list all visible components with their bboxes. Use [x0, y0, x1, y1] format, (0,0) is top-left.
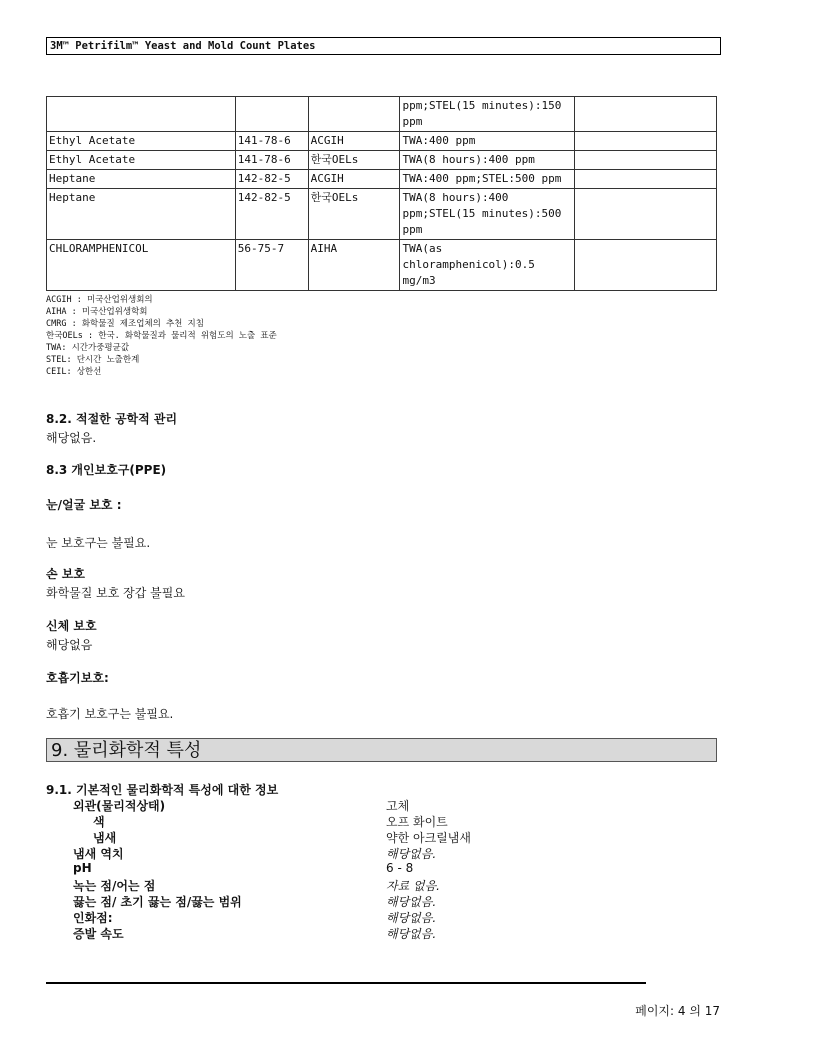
eye-protection-text: [46, 532, 150, 551]
property-label: 냄새 역치: [73, 847, 124, 861]
notes-cell: [575, 170, 717, 189]
property-value: 해당없음.: [386, 895, 437, 909]
section-9-1-heading: 9.1. 기본적인 물리화학적 특성에 대한 정보: [46, 783, 279, 797]
cas-cell: 141-78-6: [235, 151, 308, 170]
section-heading: 손 보호: [46, 567, 85, 581]
property-row: [46, 877, 717, 893]
property-row: [46, 925, 717, 941]
property-row: [46, 909, 717, 925]
cas-cell: [235, 97, 308, 132]
abbreviation-item: AIHA : 미국산업위생학회: [46, 307, 148, 317]
property-label: 외관(물리적상태): [73, 799, 166, 813]
section-text: 해당없음: [46, 638, 93, 652]
notes-cell: [575, 132, 717, 151]
hand-protection: [46, 565, 185, 601]
section-heading: 8.2. 적절한 공학적 관리: [46, 412, 178, 426]
section-text: 눈 보호구는 불필요.: [46, 536, 151, 550]
section-heading: 눈/얼굴 보호 :: [46, 498, 122, 512]
property-label: 끓는 점/ 초기 끓는 점/끓는 범위: [73, 895, 242, 909]
section-heading: 신체 보호: [46, 619, 97, 633]
cas-cell: 142-82-5: [235, 170, 308, 189]
table-row: [47, 151, 717, 170]
section-text: 해당없음.: [46, 431, 97, 445]
abbreviation-item: STEL: 단시간 노출한계: [46, 355, 140, 365]
section-heading: 호흡기보호:: [46, 671, 109, 685]
limit-cell: TWA(8 hours):400 ppm;STEL(15 minutes):500 ppm: [400, 189, 575, 240]
notes-cell: [575, 151, 717, 170]
cas-cell: 141-78-6: [235, 132, 308, 151]
cas-cell: 142-82-5: [235, 189, 308, 240]
substance-cell: Heptane: [47, 189, 236, 240]
substance-cell: [47, 97, 236, 132]
property-label: 증발 속도: [73, 927, 124, 941]
section-heading: 8.3 개인보호구(PPE): [46, 463, 167, 477]
section-8-3: [46, 461, 166, 478]
property-value: 해당없음.: [386, 911, 437, 925]
abbreviation-item: CMRG : 화학물질 제조업체의 추천 지침: [46, 319, 204, 329]
limit-cell: TWA:400 ppm;STEL:500 ppm: [400, 170, 575, 189]
property-value: 6 - 8: [386, 861, 414, 875]
property-value: 자료 없음.: [386, 879, 440, 893]
property-label: 녹는 점/어는 점: [73, 879, 156, 893]
cas-cell: 56-75-7: [235, 240, 308, 291]
substance-cell: Ethyl Acetate: [47, 151, 236, 170]
property-row: [46, 861, 717, 877]
table-row: [47, 132, 717, 151]
limit-cell: TWA(8 hours):400 ppm: [400, 151, 575, 170]
agency-cell: ACGIH: [308, 170, 400, 189]
section-9-title: 9. 물리화학적 특성: [51, 740, 202, 761]
limit-cell: TWA(as chloramphenicol):0.5 mg/m3: [400, 240, 575, 291]
abbreviation-item: ACGIH : 미국산업위생회의: [46, 295, 153, 305]
table-row: [47, 97, 717, 132]
substance-cell: CHLORAMPHENICOL: [47, 240, 236, 291]
property-list: [46, 797, 717, 941]
property-row: [46, 893, 717, 909]
property-row: [46, 845, 717, 861]
limit-cell: ppm;STEL(15 minutes):150 ppm: [400, 97, 575, 132]
exposure-limits-table: [46, 96, 717, 291]
agency-cell: 한국OELs: [308, 151, 400, 170]
respiratory-protection: [46, 669, 109, 686]
abbreviation-item: 한국OELs : 한국. 화학물질과 물리적 위험도의 노출 표준: [46, 331, 277, 341]
property-label: 인화점:: [73, 911, 113, 925]
agency-cell: [308, 97, 400, 132]
property-value: 오프 화이트: [386, 815, 448, 829]
property-label: 냄새: [93, 831, 117, 845]
property-label: pH: [73, 861, 92, 875]
property-row: [46, 797, 717, 813]
body-protection: [46, 617, 97, 653]
property-value: 고체: [386, 799, 410, 813]
notes-cell: [575, 97, 717, 132]
page-number: 페이지: 4 의 17: [635, 1004, 720, 1018]
table-row: [47, 189, 717, 240]
property-value: 약한 아크릴냄새: [386, 831, 471, 845]
abbreviation-list: [46, 294, 277, 378]
property-row: [46, 813, 717, 829]
property-value: 해당없음.: [386, 927, 437, 941]
document-header: [46, 37, 721, 55]
agency-cell: ACGIH: [308, 132, 400, 151]
section-9-header: [46, 738, 717, 762]
property-label: 색: [93, 815, 105, 829]
limit-cell: TWA:400 ppm: [400, 132, 575, 151]
agency-cell: 한국OELs: [308, 189, 400, 240]
substance-cell: Ethyl Acetate: [47, 132, 236, 151]
table-row: [47, 170, 717, 189]
abbreviation-item: CEIL: 상한선: [46, 367, 102, 377]
notes-cell: [575, 189, 717, 240]
property-value: 해당없음.: [386, 847, 437, 861]
notes-cell: [575, 240, 717, 291]
eye-protection: [46, 496, 122, 513]
respiratory-protection-text: [46, 703, 173, 722]
substance-cell: Heptane: [47, 170, 236, 189]
document-title: 3M™ Petrifilm™ Yeast and Mold Count Plates: [50, 40, 316, 52]
section-8-2: [46, 410, 177, 446]
property-row: [46, 829, 717, 845]
section-text: 호흡기 보호구는 불필요.: [46, 707, 174, 721]
section-text: 화학물질 보호 장갑 불필요: [46, 586, 185, 600]
footer-divider: [46, 982, 646, 984]
abbreviation-item: TWA: 시간가중평균값: [46, 343, 130, 353]
table-row: [47, 240, 717, 291]
agency-cell: AIHA: [308, 240, 400, 291]
